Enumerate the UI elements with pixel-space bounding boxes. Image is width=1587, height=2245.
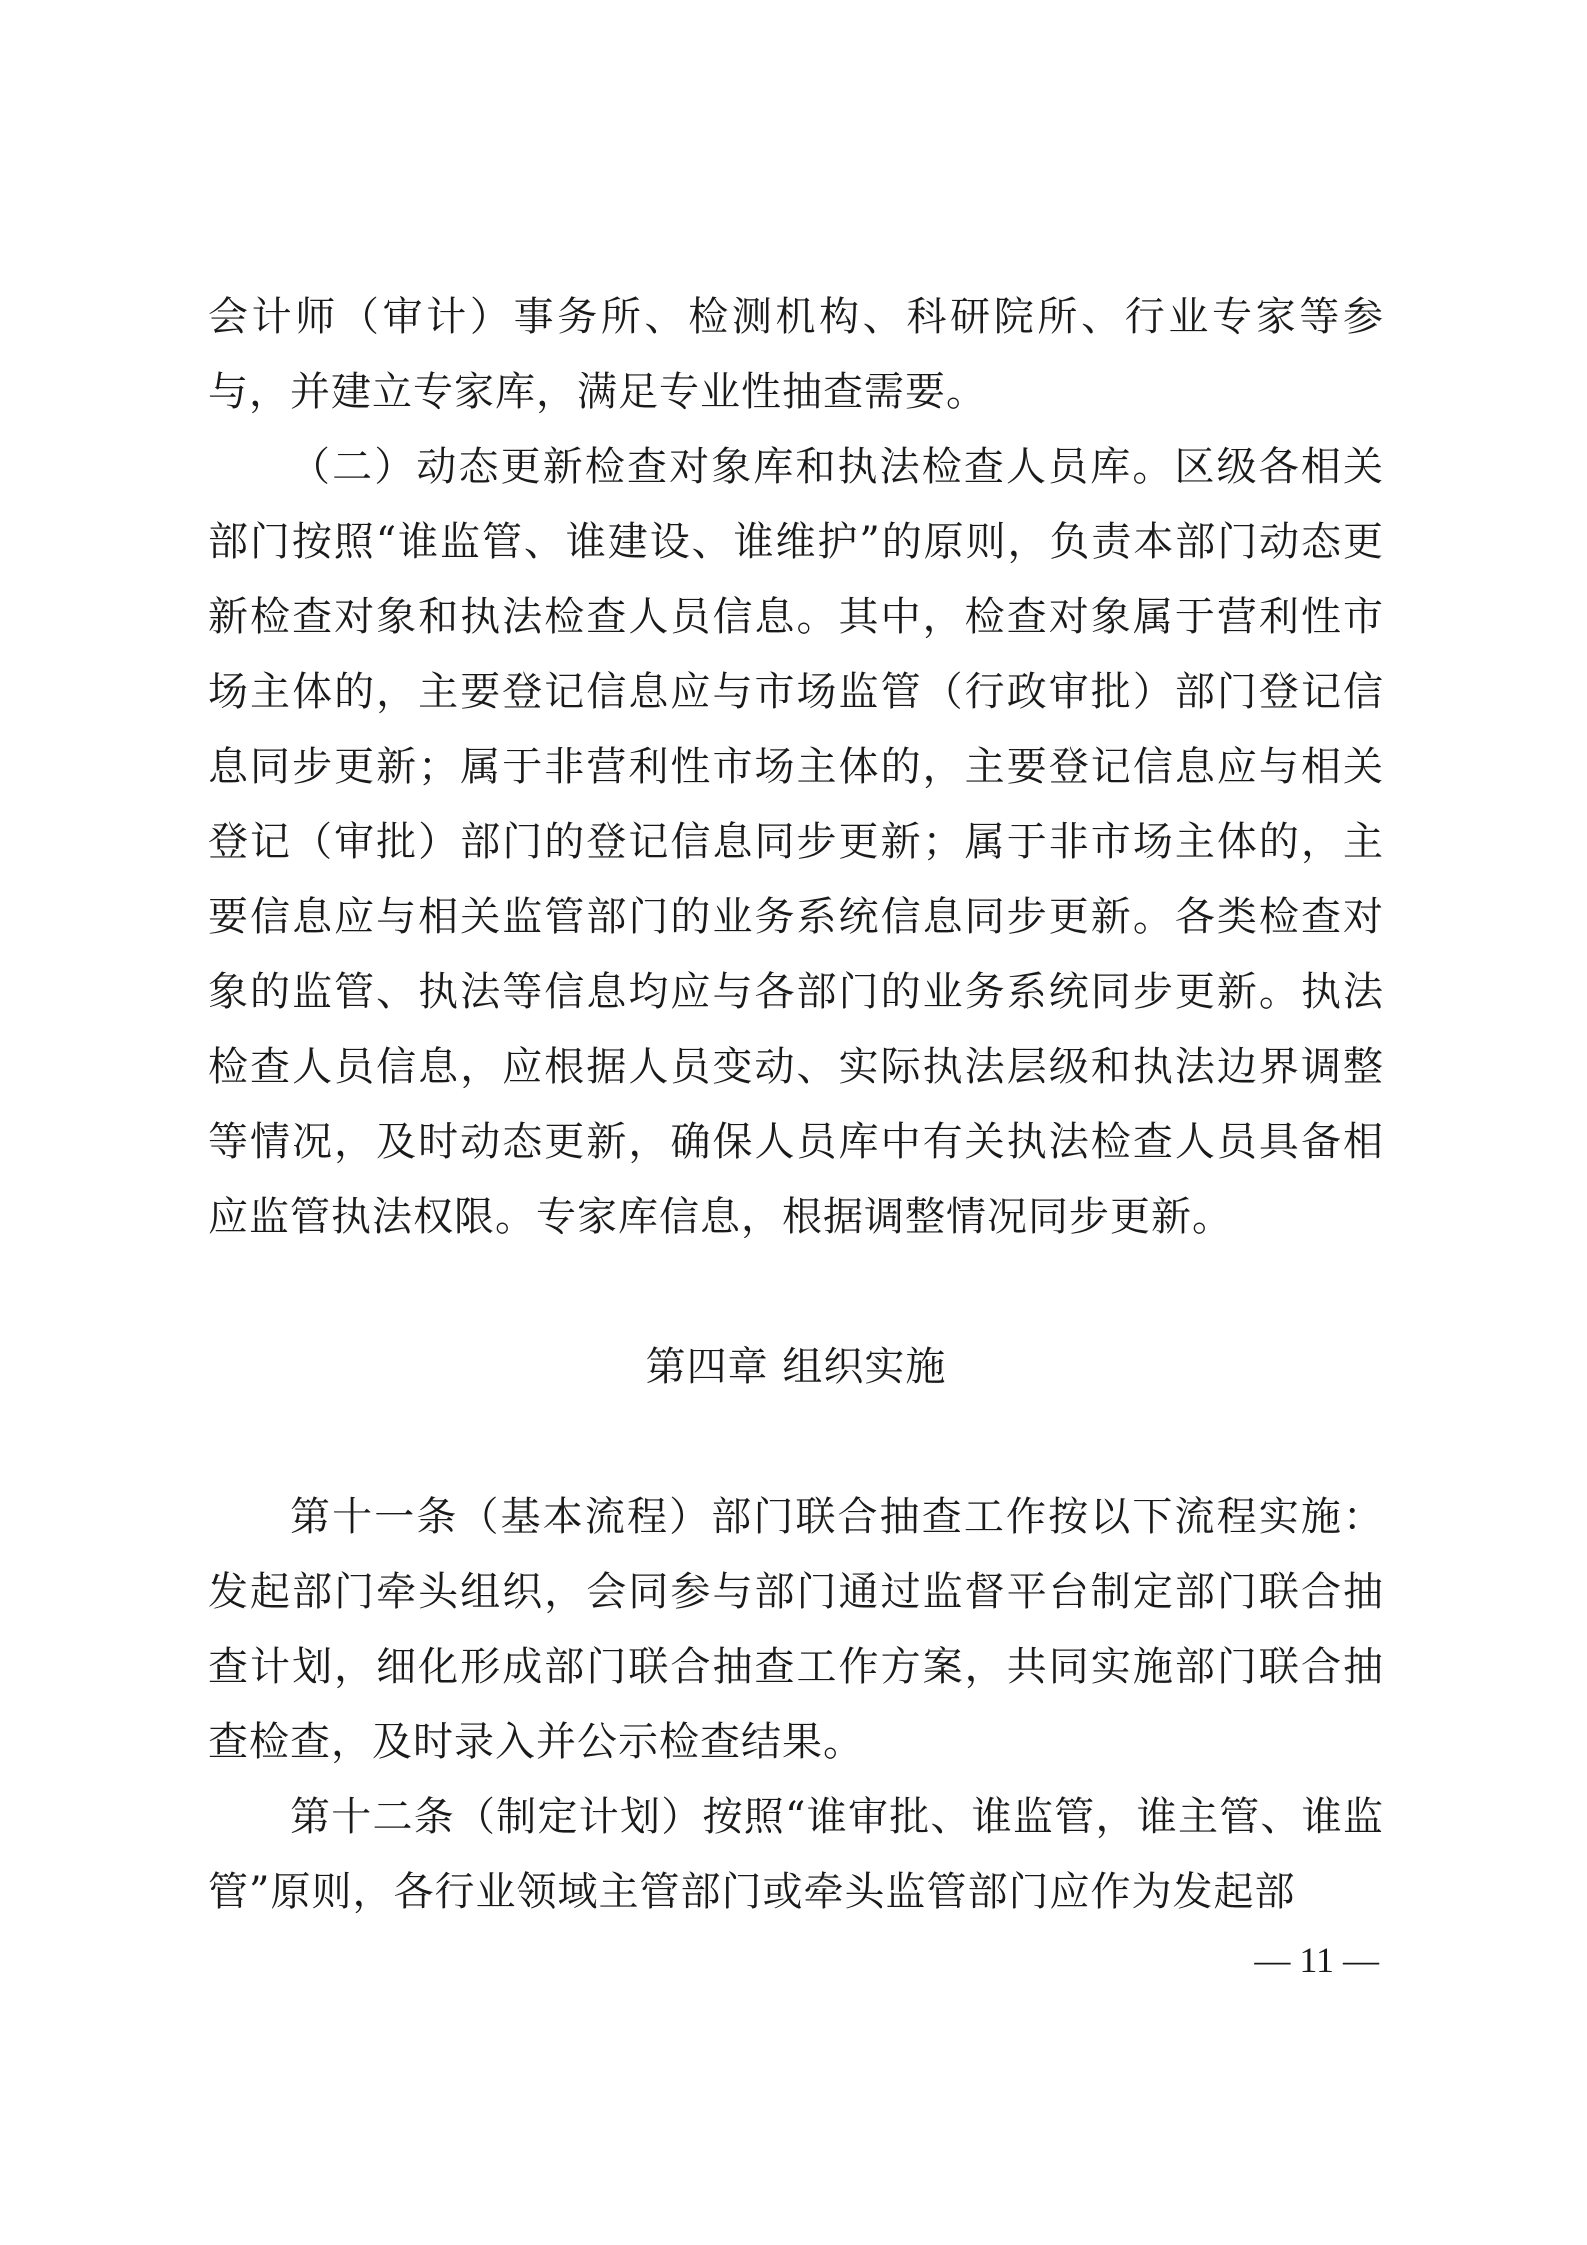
- paragraph-continuation: 会计师（审计）事务所、检测机构、科研院所、行业专家等参与，并建立专家库，满足专业性抽查需要。: [208, 294, 1384, 415]
- page-number: — 11 —: [1254, 1940, 1379, 1980]
- paragraph-dynamic-update: （二）动态更新检查对象库和执法检查人员库。区级各相关部门按照“谁监管、谁建设、谁维护”的原则，负责本部门动态更新检查对象和执法检查人员信息。其中，检查对象属于营利性市场主体的，主要登记信息应与市场监管（行政审批）部门登记信息同步更新；属于非营利性市场主体的，主要登记信息应与相关登记（审批）部门的登记信息同步更新；属于非市场主体的，主要信息应与相关监管部门的业务系统信息同步更新。各类检查对象的监管、执法等信息均应与各部门的业务系统同步更新。执法检查人员信息，应根据人员变动、实际执法层级和执法边界调整等情况，及时动态更新，确保人员库中有关执法检查人员具备相应监管执法权限。专家库信息，根据调整情况同步更新。: [208, 444, 1384, 1240]
- paragraph-article-12: 第十二条（制定计划）按照“谁审批、谁监管，谁主管、谁监管”原则，各行业领域主管部门或牵头监管部门应作为发起部: [208, 1794, 1384, 1915]
- chapter-heading: 第四章 组织实施: [645, 1344, 947, 1390]
- paragraph-article-11: 第十一条（基本流程）部门联合抽查工作按以下流程实施：发起部门牵头组织，会同参与部门通过监督平台制定部门联合抽查计划，细化形成部门联合抽查工作方案，共同实施部门联合抽查检查，及时录入并公示检查结果。: [208, 1494, 1384, 1765]
